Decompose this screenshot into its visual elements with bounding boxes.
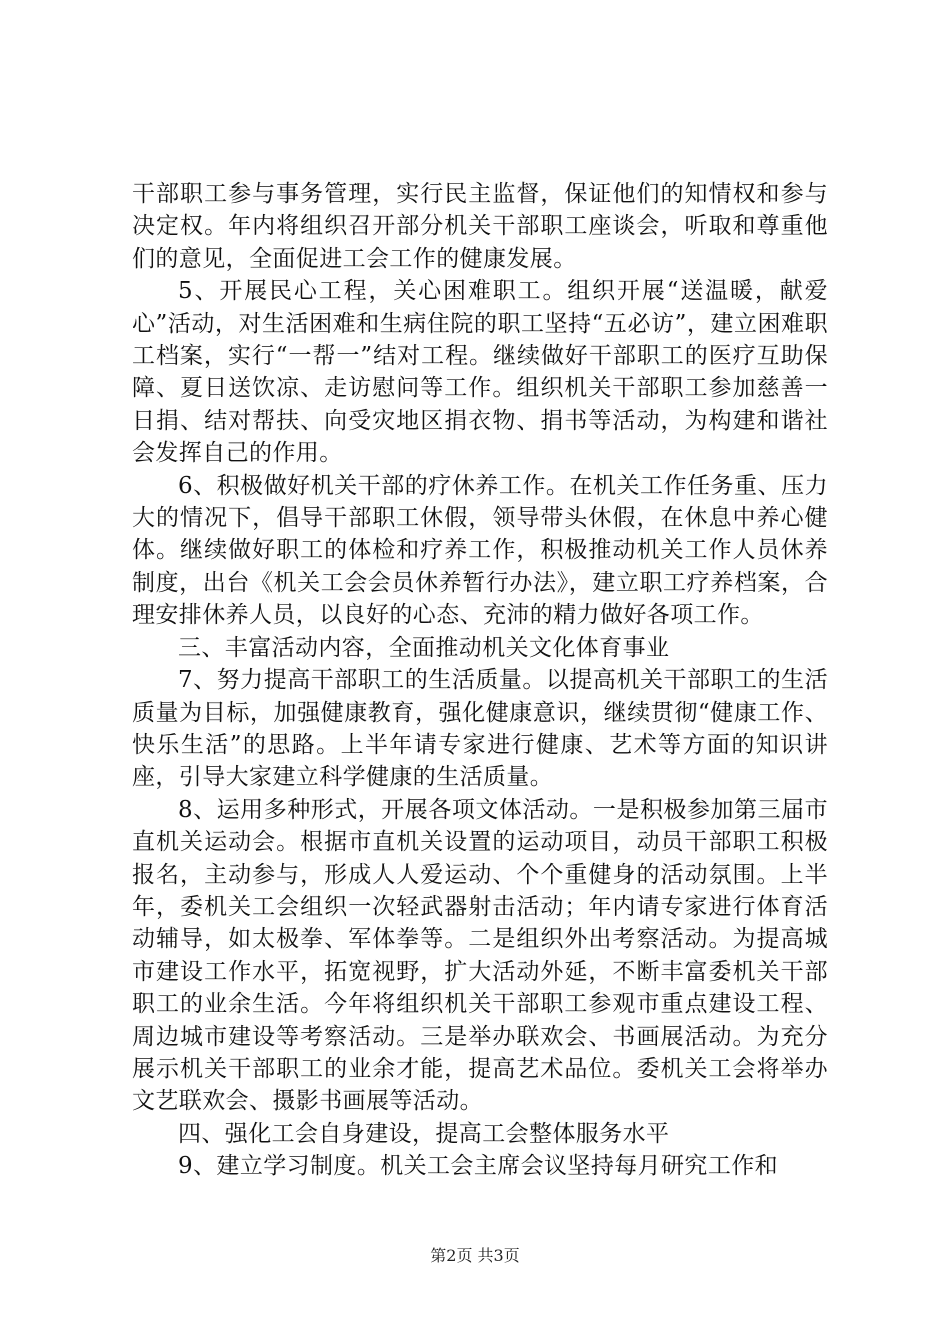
paragraph-8: 9、建立学习制度。机关工会主席会议坚持每月研究工作和 bbox=[178, 1153, 779, 1180]
section-heading-4: 四、强化工会自身建设，提高工会整体服务水平 bbox=[178, 1120, 670, 1147]
paragraph-2: 5、开展民心工程，关心困难职工。组织开展“送温暖，献爱心”活动，对生活困难和生病住院的职工坚持“五必访”，建立困难职工档案，实行“一帮一”结对工程。继续做好干部职工的医疗互助保障、夏日送饮凉、走访慰问等工作。组织机关干部职工参加慈善一日捐、结对帮扶、向受灾地区捐衣物、捐书等活动，为构建和谐社会发挥自己的作用。 bbox=[132, 278, 828, 467]
paragraph-1: 干部职工参与事务管理，实行民主监督，保证他们的知情权和参与决定权。年内将组织召开部分机关干部职工座谈会，听取和尊重他们的意见，全面促进工会工作的健康发展。 bbox=[132, 181, 828, 272]
page-footer: 第2页 共3页 bbox=[430, 1246, 520, 1265]
paragraph-5: 7、努力提高干部职工的生活质量。以提高机关干部职工的生活质量为目标，加强健康教育，强化健康意识，继续贯彻“健康工作、快乐生活”的思路。上半年请专家进行健康、艺术等方面的知识讲座，引导大家建立科学健康的生活质量。 bbox=[132, 667, 828, 791]
paragraph-6: 8、运用多种形式，开展各项文体活动。一是积极参加第三届市直机关运动会。根据市直机关设置的运动项目，动员干部职工积极报名，主动参与，形成人人爱运动、个个重健身的活动氛围。上半年，委机关工会组织一次轻武器射击活动；年内请专家进行体育活动辅导，如太极拳、军体拳等。二是组织外出考察活动。为提高城市建设工作水平，拓宽视野，扩大活动外延，不断丰富委机关干部职工的业余生活。今年将组织机关干部职工参观市重点建设工程、周边城市建设等考察活动。三是举办联欢会、书画展活动。为充分展示机关干部职工的业余才能，提高艺术品位。委机关工会将举办文艺联欢会、摄影书画展等活动。 bbox=[132, 796, 828, 1115]
paragraph-3: 6、积极做好机关干部的疗休养工作。在机关工作任务重、压力大的情况下，倡导干部职工休假，领导带头休假，在休息中养心健体。继续做好职工的体检和疗养工作，积极推动机关工作人员休养制度，出台《机关工会会员休养暂行办法》，建立职工疗养档案，合理安排休养人员，以良好的心态、充沛的精力做好各项工作。 bbox=[132, 472, 828, 629]
section-heading-3: 三、丰富活动内容，全面推动机关文化体育事业 bbox=[178, 634, 670, 661]
document-body bbox=[132, 178, 828, 1183]
